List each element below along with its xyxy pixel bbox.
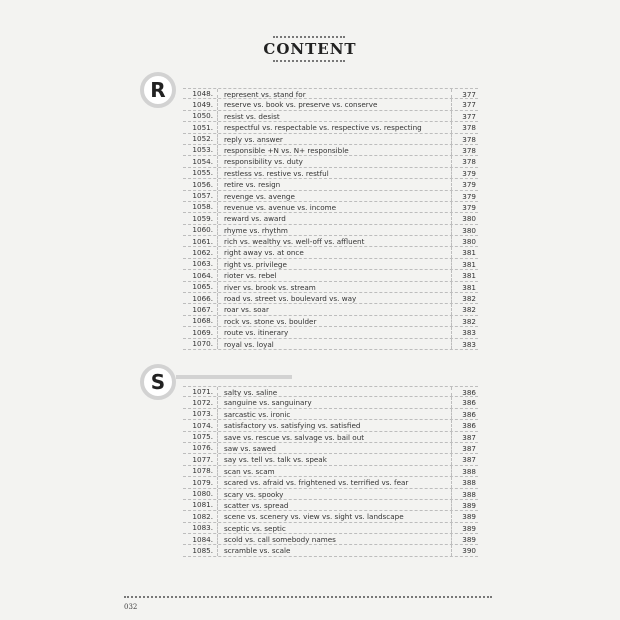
entry-page: 390: [451, 545, 478, 555]
page-title: CONTENT: [263, 40, 357, 58]
entry-title: scary vs. spooky: [217, 489, 451, 499]
entry-page: 388: [451, 489, 478, 499]
entry-number: 1054.: [192, 156, 213, 166]
entry-number: 1078.: [192, 466, 213, 476]
title-bottom-rule: [273, 60, 345, 62]
entry-page: 379: [451, 191, 478, 201]
entry-title: scared vs. afraid vs. frightened vs. terrified vs. fear: [217, 477, 451, 487]
list-item: [183, 213, 478, 224]
list-item: [183, 236, 478, 247]
entry-page: 382: [451, 293, 478, 303]
entry-page: 380: [451, 213, 478, 223]
list-item: [183, 168, 478, 179]
list-item: [183, 282, 478, 293]
list-item: [183, 534, 478, 545]
entry-number: 1084.: [192, 534, 213, 544]
entry-number: 1058.: [192, 202, 213, 212]
entry-title: route vs. itinerary: [217, 327, 451, 337]
section-r-list: [183, 88, 478, 350]
entry-number: 1074.: [192, 420, 213, 430]
entry-page: 383: [451, 327, 478, 337]
list-item: [183, 397, 478, 408]
entry-title: represent vs. stand for: [217, 89, 451, 98]
list-item: [183, 466, 478, 477]
list-item: [183, 545, 478, 556]
entry-title: reply vs. answer: [217, 134, 451, 144]
entry-page: 377: [451, 99, 478, 109]
entry-number: 1081.: [192, 500, 213, 510]
entry-title: satisfactory vs. satisfying vs. satisfied: [217, 420, 451, 430]
list-item: [183, 247, 478, 258]
entry-number: 1072.: [192, 397, 213, 407]
entry-number: 1083.: [192, 523, 213, 533]
entry-page: 388: [451, 466, 478, 476]
entry-title: saw vs. sawed: [217, 443, 451, 453]
entry-number: 1060.: [192, 225, 213, 235]
entry-title: roar vs. soar: [217, 304, 451, 314]
entry-number: 1085.: [192, 545, 213, 555]
list-item: [183, 454, 478, 465]
entry-number: 1067.: [192, 304, 213, 314]
entry-page: 389: [451, 523, 478, 533]
list-item: [183, 443, 478, 454]
entry-page: 378: [451, 134, 478, 144]
entry-number: 1059.: [192, 213, 213, 223]
entry-title: say vs. tell vs. talk vs. speak: [217, 454, 451, 464]
list-item: [183, 304, 478, 315]
entry-title: responsible +N vs. N+ responsible: [217, 145, 451, 155]
entry-page: 382: [451, 304, 478, 314]
entry-page: 387: [451, 443, 478, 453]
entry-number: 1070.: [192, 339, 213, 349]
list-item: [183, 145, 478, 156]
list-item: [183, 511, 478, 522]
entry-title: revenue vs. avenue vs. income: [217, 202, 451, 212]
list-item: [183, 477, 478, 488]
list-item: [183, 270, 478, 281]
entry-page: 377: [451, 111, 478, 121]
entry-title: road vs. street vs. boulevard vs. way: [217, 293, 451, 303]
list-item: [183, 432, 478, 443]
entry-page: 381: [451, 270, 478, 280]
entry-number: 1065.: [192, 282, 213, 292]
entry-page: 379: [451, 168, 478, 178]
entry-title: rich vs. wealthy vs. well-off vs. affluent: [217, 236, 451, 246]
entry-page: 386: [451, 420, 478, 430]
entry-page: 389: [451, 511, 478, 521]
list-item: [183, 316, 478, 327]
entry-title: scatter vs. spread: [217, 500, 451, 510]
entry-page: 389: [451, 500, 478, 510]
entry-number: 1062.: [192, 247, 213, 257]
entry-number: 1061.: [192, 236, 213, 246]
list-item: [183, 179, 478, 190]
entry-title: river vs. brook vs. stream: [217, 282, 451, 292]
list-item: [183, 386, 478, 397]
list-item: [183, 202, 478, 213]
list-item: [183, 122, 478, 133]
entry-title: right vs. privilege: [217, 259, 451, 269]
entry-number: 1063.: [192, 259, 213, 269]
list-item: [183, 88, 478, 99]
entry-number: 1080.: [192, 489, 213, 499]
entry-number: 1056.: [192, 179, 213, 189]
entry-number: 1049.: [192, 99, 213, 109]
entry-page: 378: [451, 145, 478, 155]
entry-title: retire vs. resign: [217, 179, 451, 189]
entry-title: scan vs. scam: [217, 466, 451, 476]
list-item: [183, 191, 478, 202]
entry-number: 1077.: [192, 454, 213, 464]
list-item: [183, 99, 478, 110]
entry-number: 1071.: [192, 387, 213, 396]
entry-title: royal vs. loyal: [217, 339, 451, 349]
entry-title: rock vs. stone vs. boulder: [217, 316, 451, 326]
entry-page: 383: [451, 339, 478, 349]
entry-title: salty vs. saline: [217, 387, 451, 396]
entry-title: reserve vs. book vs. preserve vs. conserve: [217, 99, 451, 109]
entry-page: 379: [451, 202, 478, 212]
entry-number: 1082.: [192, 511, 213, 521]
entry-title: responsibility vs. duty: [217, 156, 451, 166]
entry-number: 1055.: [192, 168, 213, 178]
entry-title: scold vs. call somebody names: [217, 534, 451, 544]
entry-number: 1069.: [192, 327, 213, 337]
entry-title: scene vs. scenery vs. view vs. sight vs. landscape: [217, 511, 451, 521]
entry-number: 1068.: [192, 316, 213, 326]
entry-number: 1079.: [192, 477, 213, 487]
list-item: [183, 134, 478, 145]
entry-title: rhyme vs. rhythm: [217, 225, 451, 235]
list-item: [183, 500, 478, 511]
entry-title: sceptic vs. septic: [217, 523, 451, 533]
page-number: 032: [124, 603, 138, 611]
list-item: [183, 111, 478, 122]
entry-number: 1066.: [192, 293, 213, 303]
entry-page: 387: [451, 454, 478, 464]
section-letter-s: S: [140, 364, 176, 400]
entry-page: 386: [451, 397, 478, 407]
entry-title: reward vs. award: [217, 213, 451, 223]
entry-title: rioter vs. rebel: [217, 270, 451, 280]
list-item: [183, 259, 478, 270]
entry-title: respectful vs. respectable vs. respective vs. respecting: [217, 122, 451, 132]
entry-title: save vs. rescue vs. salvage vs. bail out: [217, 432, 451, 442]
list-item: [183, 339, 478, 350]
entry-page: 386: [451, 409, 478, 419]
entry-number: 1053.: [192, 145, 213, 155]
entry-page: 377: [451, 89, 478, 98]
entry-page: 382: [451, 316, 478, 326]
entry-title: sarcastic vs. ironic: [217, 409, 451, 419]
entry-number: 1052.: [192, 134, 213, 144]
footer-rule: [124, 596, 492, 598]
entry-title: sanguine vs. sanguinary: [217, 397, 451, 407]
list-item: [183, 523, 478, 534]
entry-page: 386: [451, 387, 478, 396]
entry-page: 381: [451, 259, 478, 269]
entry-title: resist vs. desist: [217, 111, 451, 121]
list-item: [183, 489, 478, 500]
entry-page: 379: [451, 179, 478, 189]
entry-page: 381: [451, 247, 478, 257]
entry-number: 1076.: [192, 443, 213, 453]
entry-page: 387: [451, 432, 478, 442]
entry-page: 380: [451, 225, 478, 235]
list-item: [183, 225, 478, 236]
section-s-bar: [176, 375, 292, 379]
list-item: [183, 156, 478, 167]
entry-number: 1050.: [192, 111, 213, 121]
section-s-list: [183, 386, 478, 557]
entry-number: 1073.: [192, 409, 213, 419]
list-item: [183, 327, 478, 338]
title-top-rule: [273, 36, 345, 38]
section-letter-r: R: [140, 72, 176, 108]
entry-number: 1075.: [192, 432, 213, 442]
entry-page: 378: [451, 122, 478, 132]
entry-number: 1048.: [192, 89, 213, 98]
list-item: [183, 409, 478, 420]
entry-title: restless vs. restive vs. restful: [217, 168, 451, 178]
entry-title: revenge vs. avenge: [217, 191, 451, 201]
entry-page: 388: [451, 477, 478, 487]
entry-page: 378: [451, 156, 478, 166]
entry-number: 1057.: [192, 191, 213, 201]
entry-page: 381: [451, 282, 478, 292]
entry-title: scramble vs. scale: [217, 545, 451, 555]
list-item: [183, 420, 478, 431]
entry-page: 389: [451, 534, 478, 544]
entry-number: 1051.: [192, 122, 213, 132]
entry-title: right away vs. at once: [217, 247, 451, 257]
list-item: [183, 293, 478, 304]
entry-number: 1064.: [192, 270, 213, 280]
entry-page: 380: [451, 236, 478, 246]
